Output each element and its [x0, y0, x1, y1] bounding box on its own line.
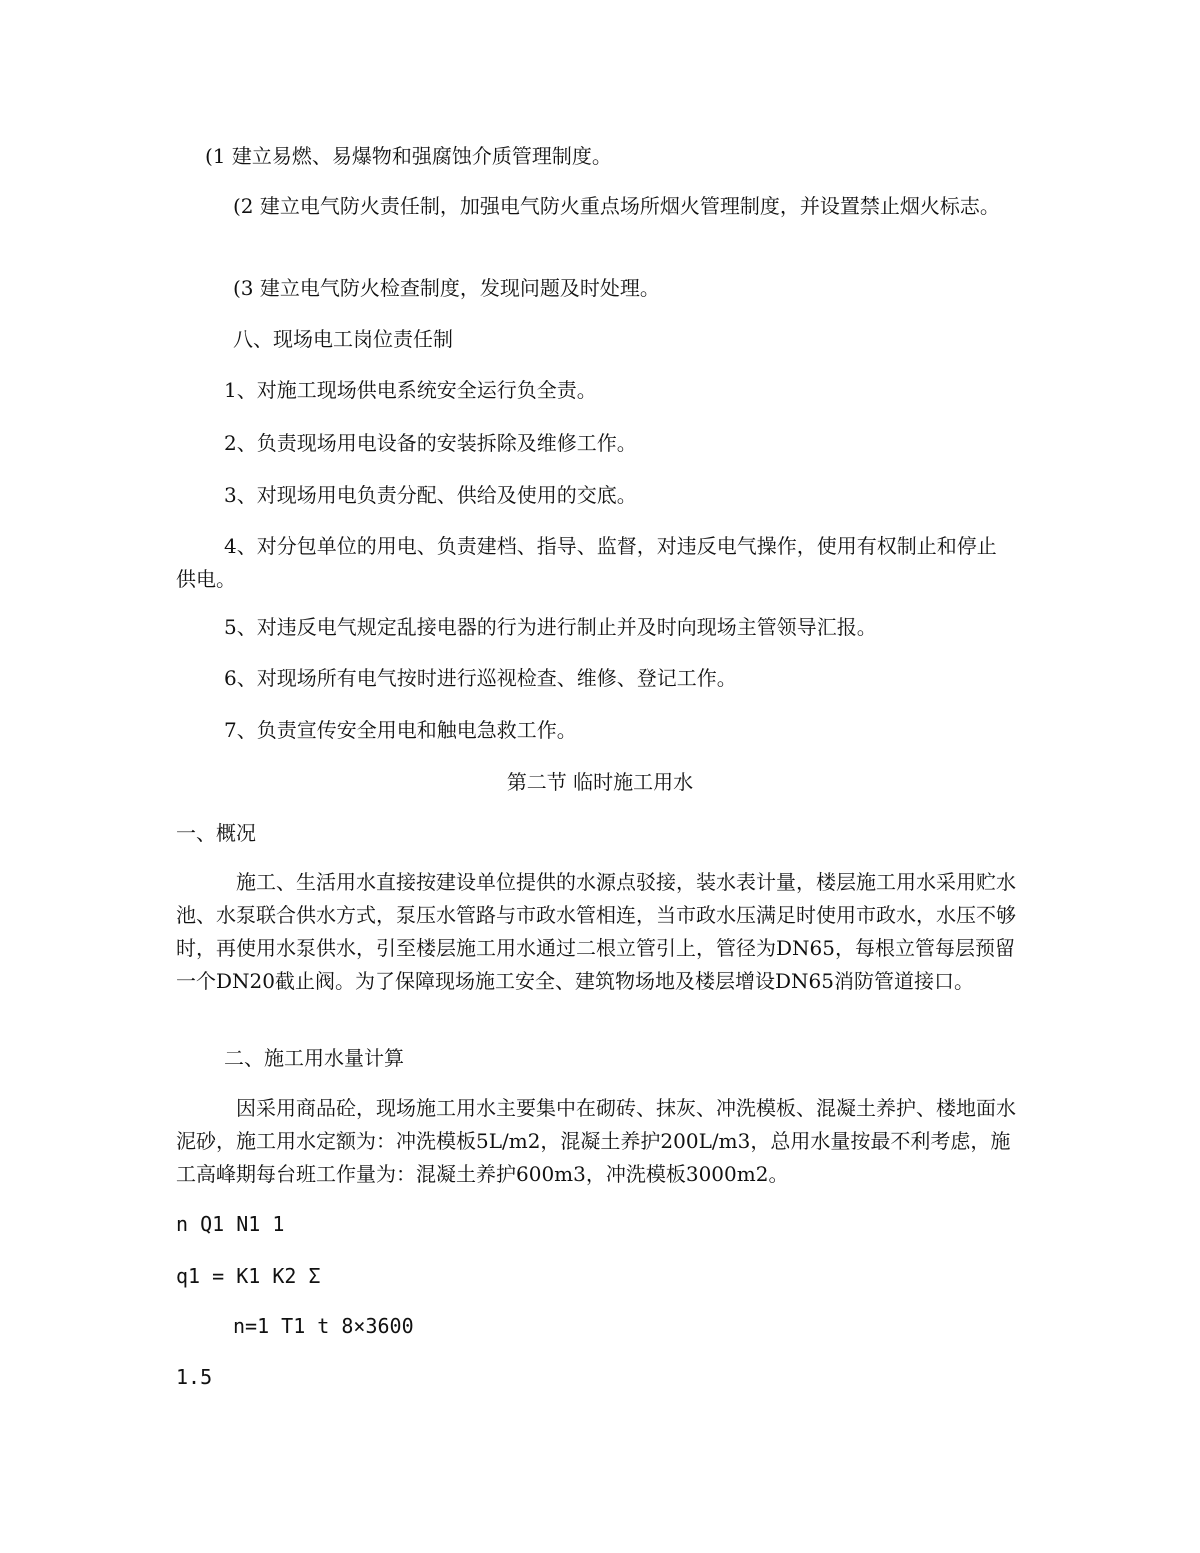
section-8-title: 八、现场电工岗位责任制: [233, 327, 453, 351]
duty-item-2: 2、负责现场用电设备的安装拆除及维修工作。: [224, 431, 637, 455]
duty-item-6: 6、对现场所有电气按时进行巡视检查、维修、登记工作。: [224, 666, 737, 690]
duty-item-3: 3、对现场用电负责分配、供给及使用的交底。: [224, 483, 637, 507]
chapter-title: 第二节 临时施工用水: [506, 770, 694, 794]
duty-item-7: 7、负责宣传安全用电和触电急救工作。: [224, 718, 577, 742]
fire-rule-2: (2 建立电气防火责任制，加强电气防火重点场所烟火管理制度，并设置禁止烟火标志。: [233, 194, 1000, 218]
duty-item-5: 5、对违反电气规定乱接电器的行为进行制止并及时向现场主管领导汇报。: [224, 615, 877, 639]
formula-line-2: q1 = K1 K2 Σ: [176, 1264, 321, 1288]
formula-line-4: 1.5: [176, 1365, 213, 1389]
fire-rule-3: (3 建立电气防火检查制度，发现问题及时处理。: [233, 276, 660, 300]
calc-paragraph: 因采用商品砼，现场施工用水主要集中在砌砖、抹灰、冲洗模板、混凝土养护、楼地面水泥砂，施工用水定额为：冲洗模板5L/m2，混凝土养护200L/m3，总用水量按最不利考虑，施工高峰期每台班工作量为：混凝土养护600m3，冲洗模板3000m2。: [176, 1096, 1016, 1186]
fire-rule-1: (1 建立易燃、易爆物和强腐蚀介质管理制度。: [205, 144, 612, 168]
duty-item-4: 4、对分包单位的用电、负责建档、指导、监督，对违反电气操作，使用有权制止和停止供电。: [176, 534, 997, 591]
calc-title: 二、施工用水量计算: [224, 1046, 404, 1070]
formula-line-1: n Q1 N1 1: [176, 1212, 285, 1236]
duty-item-1: 1、对施工现场供电系统安全运行负全责。: [224, 378, 597, 402]
formula-line-3: n=1 T1 t 8×3600: [233, 1314, 414, 1338]
overview-paragraph: 施工、生活用水直接按建设单位提供的水源点驳接，装水表计量，楼层施工用水采用贮水池、水泵联合供水方式，泵压水管路与市政水管相连，当市政水压满足时使用市政水，水压不够时，再使用水泵供水，引至楼层施工用水通过二根立管引上，管径为DN65，每根立管每层预留一个DN20截止阀。为了保障现场施工安全、建筑物场地及楼层增设DN65消防管道接口。: [176, 870, 1016, 993]
overview-title: 一、概况: [176, 821, 256, 845]
